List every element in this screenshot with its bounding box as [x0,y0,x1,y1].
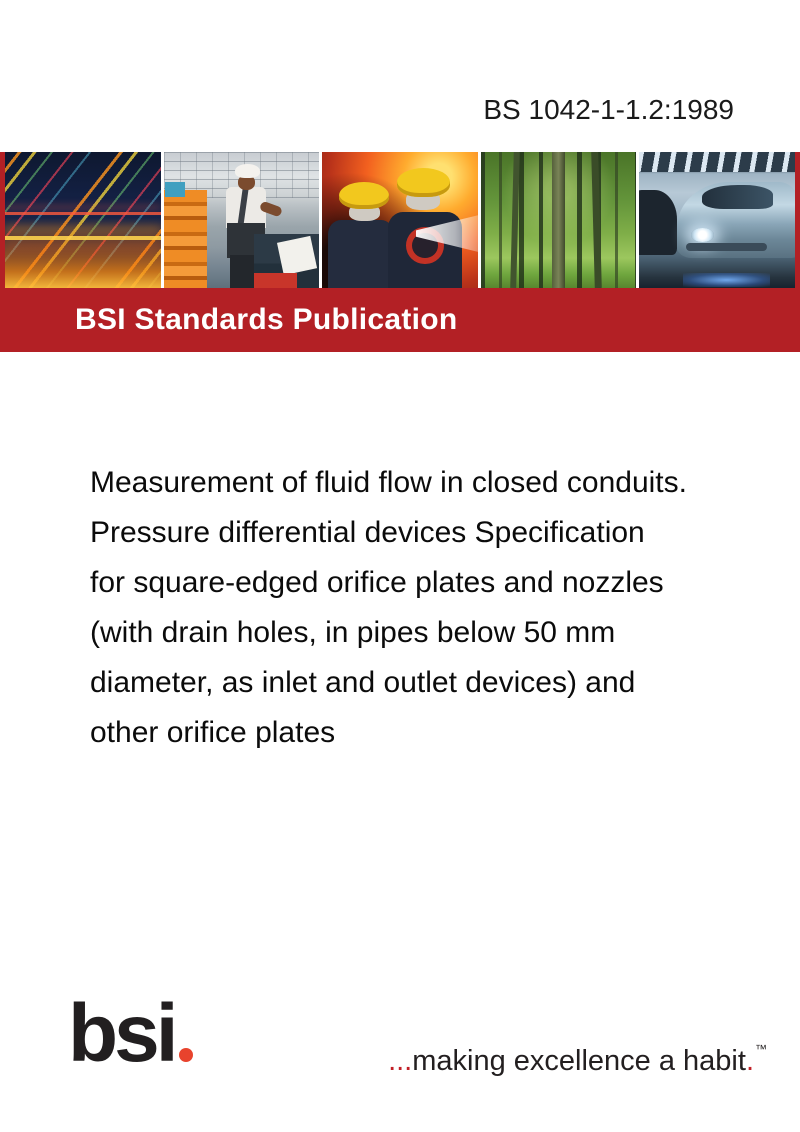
tree-trunk [510,152,520,288]
strip-right-red-bar [795,152,800,288]
yellow-helmet [339,182,389,209]
firefighters-photo [322,152,478,288]
title-line: Measurement of fluid flow in closed conduits. [90,466,687,499]
trademark-symbol: ™ [755,1042,767,1056]
photo-strip [0,152,800,288]
car-grille [686,243,767,251]
car-windshield [702,185,774,209]
warehouse-worker-photo [164,152,320,288]
tree-trunk [552,152,564,288]
car-headlight [691,228,714,242]
tagline-period: . [745,1045,754,1077]
yellow-helmet [397,168,450,197]
title-line: other orifice plates [90,716,336,749]
title-line: diameter, as inlet and outlet devices) and [90,666,636,699]
tagline-ellipsis: ... [388,1045,413,1077]
light-trail-streak [5,212,161,215]
worker-cap [235,164,260,178]
blue-crate [165,182,185,197]
tree-trunk [591,152,602,288]
title-line: Pressure differential devices Specification [90,516,645,549]
car-assembly-photo [639,152,795,288]
floor-light-glow [683,273,770,287]
tagline [388,1042,767,1078]
tagline-text: making excellence a habit [412,1045,746,1077]
brand-banner [0,288,800,352]
document-number: BS 1042-1-1.2:1989 [483,94,734,125]
bsi-logo-red-dot-icon [179,1048,193,1062]
standard-title [90,458,770,758]
firefighter-body [328,220,393,288]
orange-crates [164,190,208,288]
title-line: for square-edged orifice plates and nozzles [90,566,664,599]
factory-ceiling-lights [639,152,795,172]
red-bin [254,273,298,288]
forest-photo [481,152,637,288]
background-car [639,190,676,255]
banner-title: BSI Standards Publication [75,303,458,336]
title-line: (with drain holes, in pipes below 50 mm [90,616,616,649]
bsi-logo-text: bsi [68,988,175,1079]
bsi-logo [68,988,193,1079]
light-trails-photo [5,152,161,288]
strip-photos [5,152,795,288]
light-trail-streak [5,236,161,240]
